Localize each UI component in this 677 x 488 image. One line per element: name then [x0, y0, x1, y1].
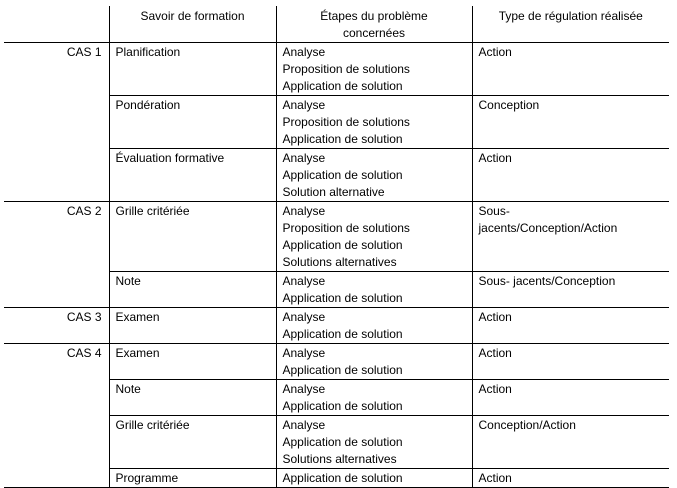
header-etapes-label-line2: concernées: [342, 26, 406, 40]
type-de-regulation-cell: [472, 308, 669, 344]
case-label: CAS 4: [66, 346, 102, 360]
savoir-de-formation-cell: [109, 469, 276, 488]
table-body: [4, 43, 669, 488]
savoir-de-formation-text: Pondération: [115, 98, 181, 112]
type-de-regulation-text: Conception/Action: [478, 418, 576, 432]
type-de-regulation-cell: [472, 416, 669, 469]
header-savoir-label: Savoir de formation: [140, 9, 245, 23]
etape-item: Solutions alternatives: [282, 452, 397, 466]
header-etapes-label-line1: Étapes du problème: [320, 9, 428, 23]
etape-item: Application de solution: [282, 399, 403, 413]
etapes-cell: [276, 272, 472, 308]
table-row: [4, 272, 669, 308]
type-de-regulation-text: Sous- jacents/Conception: [478, 274, 616, 288]
type-de-regulation-text: jacents/Conception/Action: [478, 221, 618, 235]
savoir-de-formation-text: Grille critériée: [115, 418, 190, 432]
table-row: [4, 43, 669, 96]
savoir-de-formation-text: Examen: [115, 310, 160, 324]
type-de-regulation-cell: [472, 202, 669, 272]
etape-item: Analyse: [282, 274, 326, 288]
case-label: CAS 2: [66, 204, 102, 218]
case-label-cell: [4, 272, 109, 308]
etape-item: Application de solution: [282, 238, 403, 252]
savoir-de-formation-cell: [109, 380, 276, 416]
etape-item: Application de solution: [282, 291, 403, 305]
type-de-regulation-cell: [472, 380, 669, 416]
savoir-de-formation-cell: [109, 308, 276, 344]
case-label-cell: [4, 416, 109, 469]
table-row: [4, 344, 669, 380]
regulation-table: [4, 6, 669, 488]
etapes-cell: [276, 344, 472, 380]
etape-item: Analyse: [282, 382, 326, 396]
table-row: [4, 469, 669, 488]
savoir-de-formation-text: Planification: [115, 45, 181, 59]
etape-item: Solution alternative: [282, 185, 385, 199]
etape-item: Application de solution: [282, 363, 403, 377]
etape-item: Application de solution: [282, 168, 403, 182]
case-label-cell: [4, 308, 109, 344]
savoir-de-formation-cell: [109, 149, 276, 202]
case-label-cell: [4, 380, 109, 416]
table-row: [4, 380, 669, 416]
savoir-de-formation-text: Grille critériée: [115, 204, 190, 218]
header-row: [4, 6, 669, 43]
type-de-regulation-text: Sous-: [478, 204, 510, 218]
type-de-regulation-cell: [472, 96, 669, 149]
etape-item: Analyse: [282, 151, 326, 165]
case-label-cell: [4, 202, 109, 272]
type-de-regulation-text: Conception: [478, 98, 540, 112]
savoir-de-formation-text: Évaluation formative: [115, 151, 225, 165]
savoir-de-formation-cell: [109, 43, 276, 96]
header-etapes-du-probleme: [276, 6, 472, 43]
case-label-cell: [4, 469, 109, 488]
etape-item: Application de solution: [282, 79, 403, 93]
case-label-cell: [4, 149, 109, 202]
savoir-de-formation-cell: [109, 272, 276, 308]
type-de-regulation-cell: [472, 43, 669, 96]
type-de-regulation-text: Action: [478, 45, 512, 59]
savoir-de-formation-cell: [109, 344, 276, 380]
etapes-cell: [276, 149, 472, 202]
savoir-de-formation-cell: [109, 202, 276, 272]
etape-item: Application de solution: [282, 132, 403, 146]
savoir-de-formation-cell: [109, 416, 276, 469]
type-de-regulation-text: Action: [478, 346, 512, 360]
savoir-de-formation-text: Note: [115, 382, 141, 396]
etape-item: Analyse: [282, 98, 326, 112]
etapes-cell: [276, 202, 472, 272]
etape-item: Application de solution: [282, 435, 403, 449]
type-de-regulation-text: Action: [478, 382, 512, 396]
case-label-cell: [4, 43, 109, 96]
etape-item: Analyse: [282, 346, 326, 360]
header-type-de-regulation: [472, 6, 669, 43]
case-label: CAS 3: [66, 310, 102, 324]
table-row: [4, 308, 669, 344]
etapes-cell: [276, 416, 472, 469]
etape-item: Analyse: [282, 45, 326, 59]
savoir-de-formation-cell: [109, 96, 276, 149]
case-label: CAS 1: [66, 45, 102, 59]
etapes-cell: [276, 43, 472, 96]
savoir-de-formation-text: Examen: [115, 346, 160, 360]
etape-item: Proposition de solutions: [282, 221, 410, 235]
header-case-cell: [4, 6, 109, 43]
etapes-cell: [276, 380, 472, 416]
etapes-cell: [276, 308, 472, 344]
etape-item: Application de solution: [282, 471, 403, 485]
type-de-regulation-text: Action: [478, 310, 512, 324]
savoir-de-formation-text: Note: [115, 274, 141, 288]
etape-item: Application de solution: [282, 327, 403, 341]
table-row: [4, 416, 669, 469]
etape-item: Proposition de solutions: [282, 62, 410, 76]
etape-item: Proposition de solutions: [282, 115, 410, 129]
type-de-regulation-text: Action: [478, 151, 512, 165]
etapes-cell: [276, 96, 472, 149]
etape-item: Analyse: [282, 204, 326, 218]
table-row: [4, 202, 669, 272]
header-type-label: Type de régulation réalisée: [498, 9, 643, 23]
case-label-cell: [4, 96, 109, 149]
type-de-regulation-cell: [472, 344, 669, 380]
type-de-regulation-cell: [472, 272, 669, 308]
savoir-de-formation-text: Programme: [115, 471, 179, 485]
etape-item: Solutions alternatives: [282, 255, 397, 269]
table-row: [4, 96, 669, 149]
header-savoir-de-formation: [109, 6, 276, 43]
case-label-cell: [4, 344, 109, 380]
type-de-regulation-cell: [472, 469, 669, 488]
etape-item: Analyse: [282, 310, 326, 324]
table-row: [4, 149, 669, 202]
etapes-cell: [276, 469, 472, 488]
etape-item: Analyse: [282, 418, 326, 432]
type-de-regulation-cell: [472, 149, 669, 202]
type-de-regulation-text: Action: [478, 471, 512, 485]
